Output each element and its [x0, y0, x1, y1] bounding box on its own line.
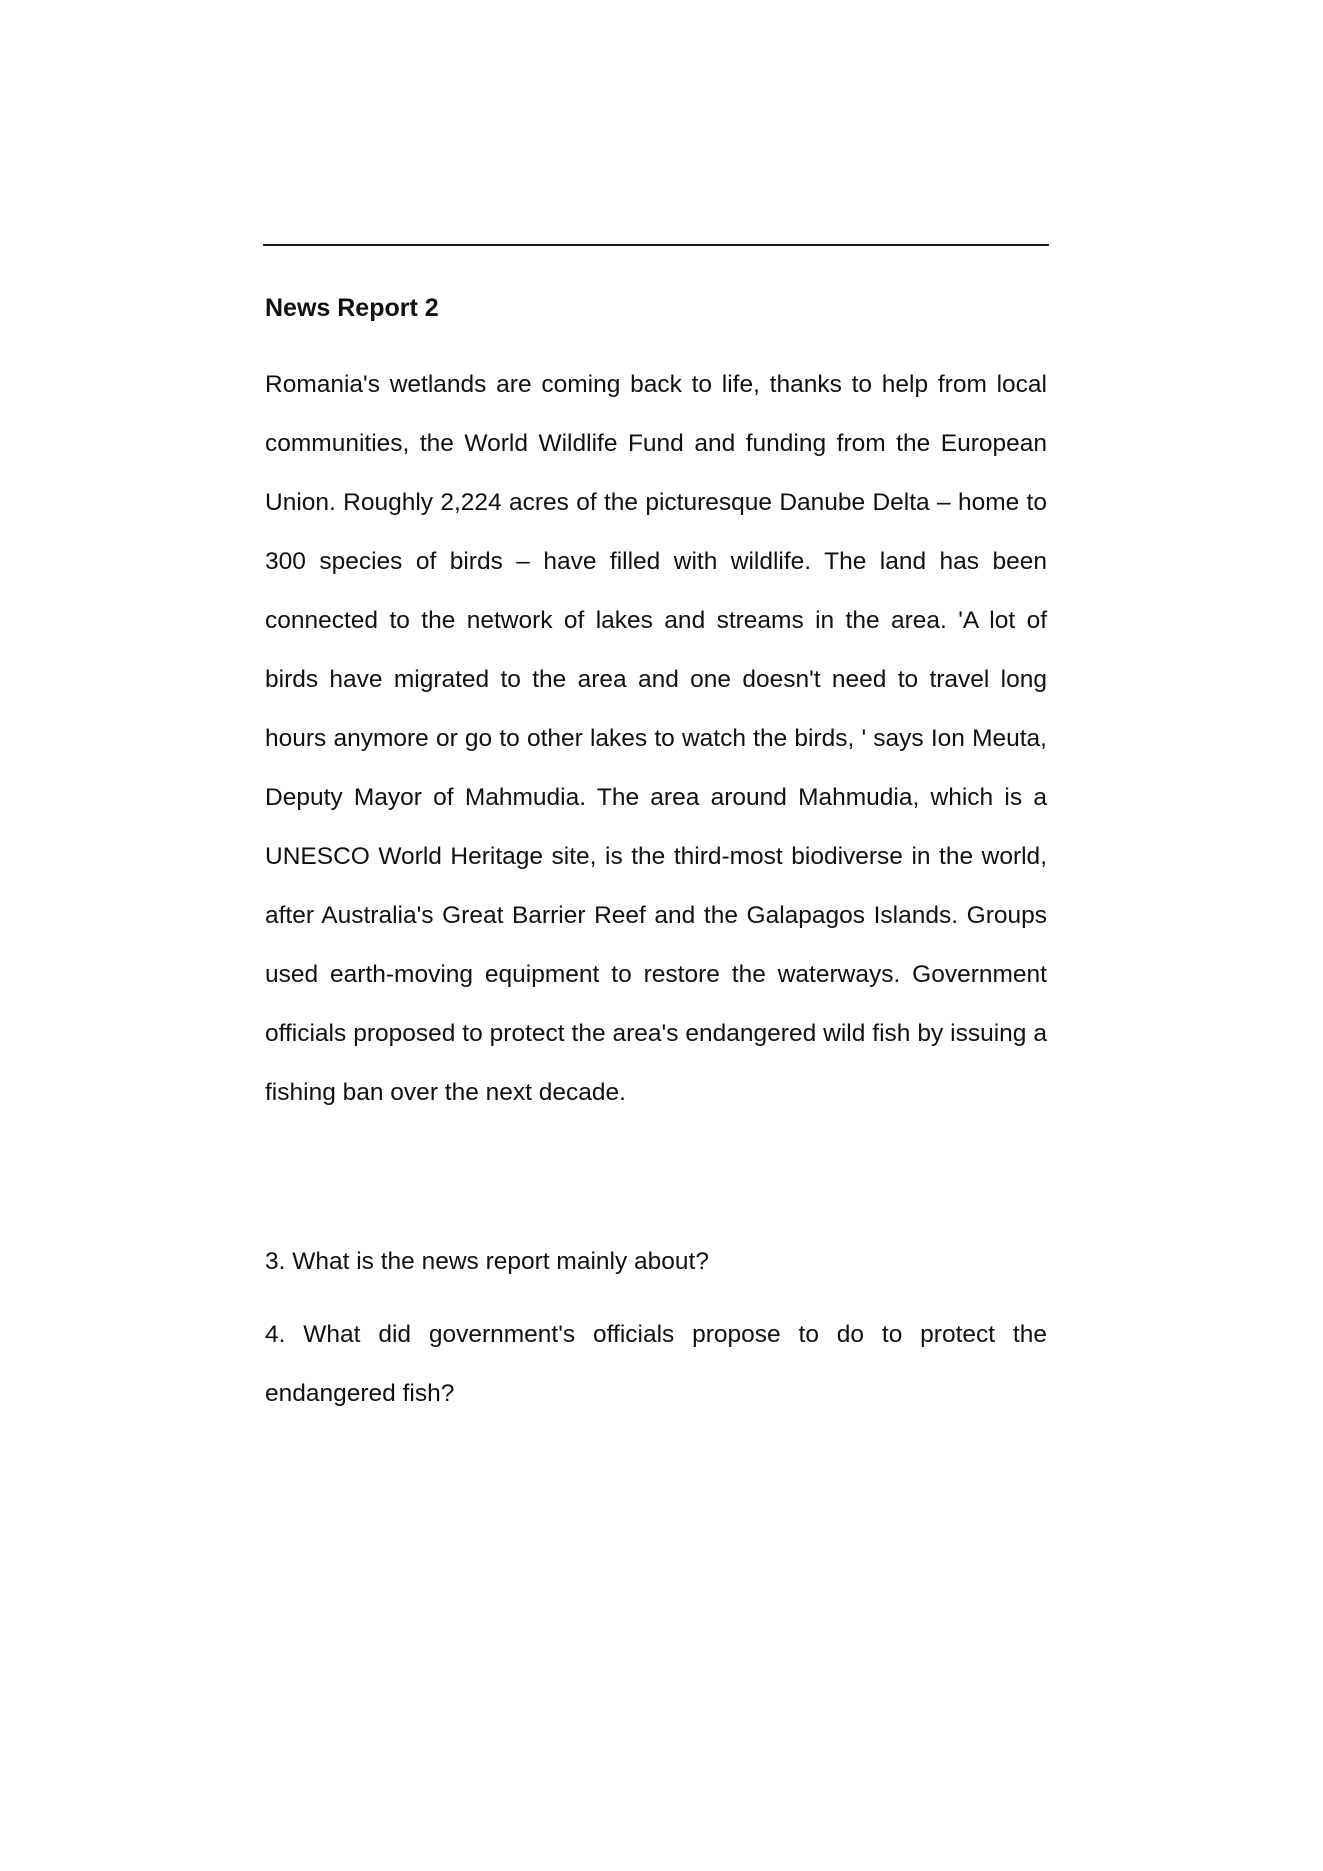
report-title: News Report 2	[265, 294, 439, 322]
horizontal-rule	[263, 244, 1049, 246]
question-4: 4. What did government's officials propose to do to protect the endangered fish?	[265, 1321, 1047, 1407]
document-content	[265, 286, 1047, 1437]
question-3: 3. What is the news report mainly about?	[265, 1248, 709, 1275]
report-body-paragraph: Romania's wetlands are coming back to life, thanks to help from local communities, the World Wildlife Fund and funding from the European Union. Roughly 2,224 acres of the picturesque Danube Delta – home to 300 species of birds – have filled with wildlife. The land has been connected to the network of lakes and streams in the area. 'A lot of birds have migrated to the area and one doesn't need to travel long hours anymore or go to other lakes to watch the birds, ' says Ion Meuta, Deputy Mayor of Mahmudia. The area around Mahmudia, which is a UNESCO World Heritage site, is the third-most biodiverse in the world, after Australia's Great Barrier Reef and the Galapagos Islands. Groups used earth-moving equipment to restore the waterways. Government officials proposed to protect the area's endangered wild fish by issuing a fishing ban over the next decade.	[265, 371, 1047, 1106]
question-list	[265, 1232, 1047, 1423]
